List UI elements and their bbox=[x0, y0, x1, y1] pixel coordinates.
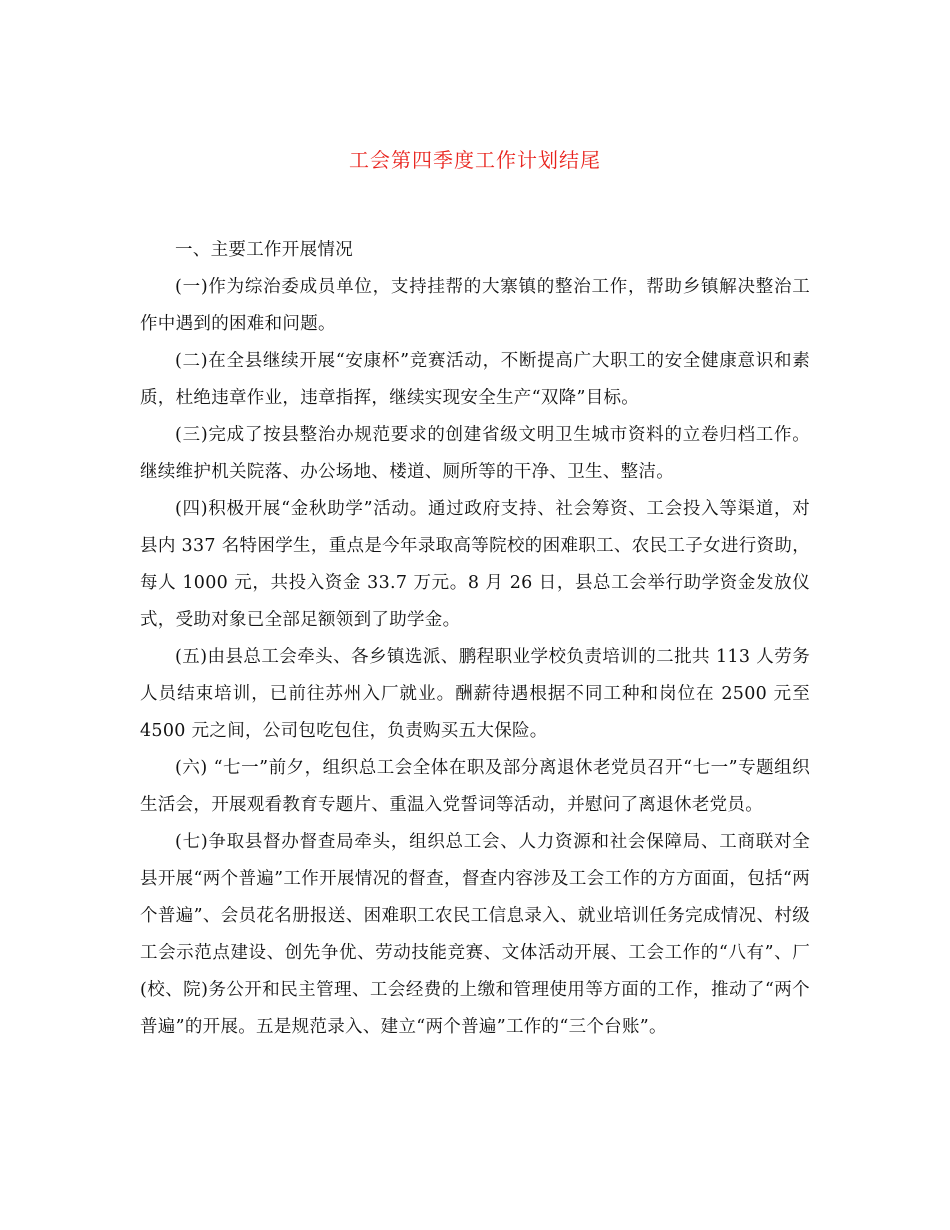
paragraph-item-5: (五)由县总工会牵头、各乡镇选派、鹏程职业学校负责培训的二批共 113 人劳务人员结束培训，已前往苏州入厂就业。酬薪待遇根据不同工种和岗位在 2500 元至 4500 元之间，公司包吃包住，负责购买五大保险。 bbox=[140, 647, 810, 741]
paragraph-item-6: (六) “七一”前夕，组织总工会全体在职及部分离退休老党员召开“七一”专题组织生活会，开展观看教育专题片、重温入党誓词等活动，并慰问了离退休老党员。 bbox=[140, 758, 810, 815]
document-body bbox=[140, 232, 810, 1046]
paragraph-item-4: (四)积极开展“金秋助学”活动。通过政府支持、社会筹资、工会投入等渠道，对县内 337 名特困学生，重点是今年录取高等院校的困难职工、农民工子女进行资助，每人 1000 元，共投入资金 33.7 万元。8 月 26 日，县总工会举行助学资金发放仪式，受助对象已全部足额领到了助学金。 bbox=[140, 499, 810, 630]
paragraph-item-3: (三)完成了按县整治办规范要求的创建省级文明卫生城市资料的立卷归档工作。继续维护机关院落、办公场地、楼道、厕所等的干净、卫生、整洁。 bbox=[140, 425, 810, 482]
paragraph-item-7: (七)争取县督办督查局牵头，组织总工会、人力资源和社会保障局、工商联对全县开展“两个普遍”工作开展情况的督查，督查内容涉及工会工作的方方面面，包括“两个普遍”、会员花名册报送、困难职工农民工信息录入、就业培训任务完成情况、村级工会示范点建设、创先争优、劳动技能竞赛、文体活动开展、工会工作的“八有”、厂(校、院)务公开和民主管理、工会经费的上缴和管理使用等方面的工作，推动了“两个普遍”的开展。五是规范录入、建立“两个普遍”工作的“三个台账”。 bbox=[140, 832, 810, 1037]
section-heading: 一、主要工作开展情况 bbox=[175, 240, 353, 260]
paragraph-item-1: (一)作为综治委成员单位，支持挂帮的大寨镇的整治工作，帮助乡镇解决整治工作中遇到的困难和问题。 bbox=[140, 277, 810, 334]
document-title: 工会第四季度工作计划结尾 bbox=[349, 148, 601, 172]
paragraph-item-2: (二)在全县继续开展“安康杯”竞赛活动，不断提高广大职工的安全健康意识和素质，杜绝违章作业，违章指挥，继续实现安全生产“双降”目标。 bbox=[140, 351, 810, 408]
